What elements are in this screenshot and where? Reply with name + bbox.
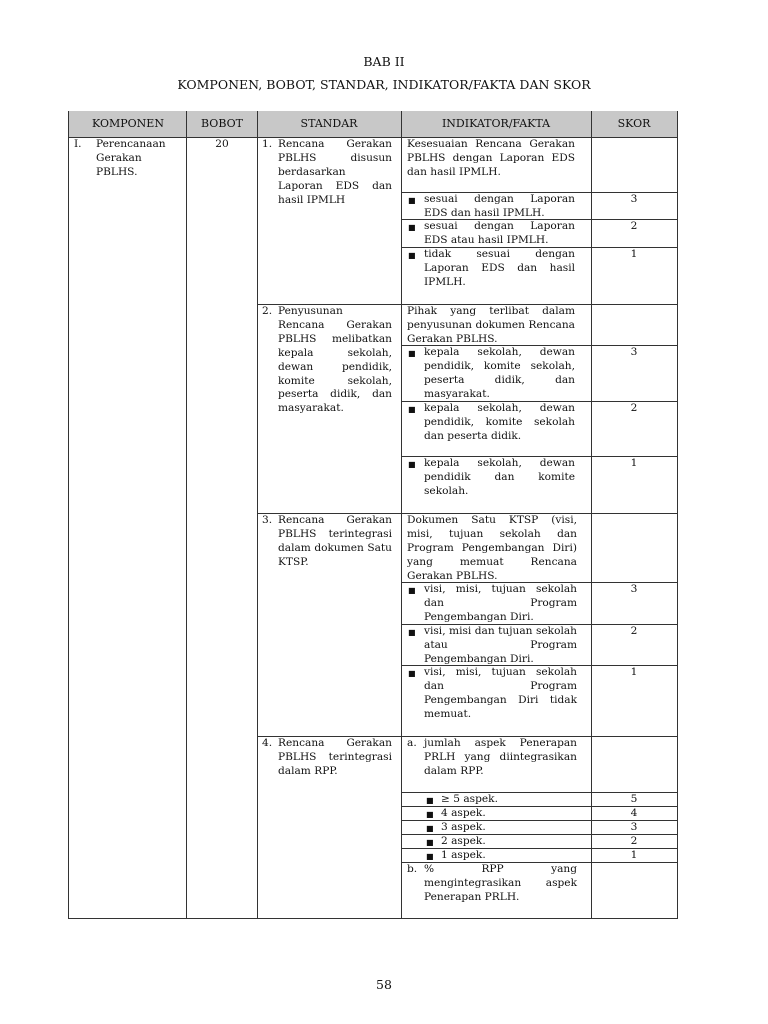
indicator-item: 3 aspek. [441,821,486,833]
sub-text-a: jumlah aspek Penerapan PRLH yang diintegrasikan dalam RPP. [424,737,577,777]
bullet-icon: ■ [408,628,416,637]
indicator-item: visi, misi, tujuan sekolah dan Program Pengembangan Diri. [424,583,577,623]
score-value: 3 [630,346,638,358]
indicator-item: ≥ 5 aspek. [441,793,498,805]
score-value: 1 [630,248,638,260]
score-value: 4 [630,807,638,819]
sub-label-b: b. [407,863,418,875]
bullet-icon: ■ [408,460,416,469]
komponen-number: I. [74,138,82,150]
indicator-item: 2 aspek. [441,835,486,847]
bullet-icon: ■ [408,405,416,414]
score-value: 2 [630,402,638,414]
indicator-item: 1 aspek. [441,849,486,861]
score-value: 3 [630,193,638,205]
bullet-icon: ■ [426,852,434,861]
score-value: 2 [630,220,638,232]
bullet-icon: ■ [426,824,434,833]
indicator-item: kepala sekolah, dewan pendidik, komite sekolah dan peserta didik. [424,402,575,442]
score-value: 1 [630,849,638,861]
bullet-icon: ■ [408,669,416,678]
score-value: 3 [630,821,638,833]
indicator-intro: Pihak yang terlibat dalam penyusunan dokumen Rencana Gerakan PBLHS. [407,305,575,345]
column-divider [401,111,402,919]
standar-text: Rencana Gerakan PBLHS terintegrasi dalam dokumen Satu KTSP. [278,514,392,568]
bullet-icon: ■ [408,196,416,205]
bullet-icon: ■ [426,796,434,805]
bullet-icon: ■ [426,810,434,819]
page-number: 58 [376,977,392,992]
score-value: 2 [630,835,638,847]
chapter-heading: BAB II [363,54,405,69]
indicator-item: kepala sekolah, dewan pendidik dan komite sekolah. [424,457,575,497]
bullet-icon: ■ [408,251,416,260]
score-value: 1 [630,457,638,469]
indicator-item: 4 aspek. [441,807,486,819]
standar-number: 2. [262,305,273,317]
standar-number: 1. [262,138,273,150]
komponen-text: Perencanaan Gerakan PBLHS. [96,138,166,178]
indicator-intro: Kesesuaian Rencana Gerakan PBLHS dengan Laporan EDS dan hasil IPMLH. [407,138,575,178]
indicator-item: tidak sesuai dengan Laporan EDS dan hasil IPMLH. [424,248,575,288]
bullet-icon: ■ [408,223,416,232]
sub-label-a: a. [407,737,417,749]
sub-text-b: % RPP yang mengintegrasikan aspek Penerapan PRLH. [424,863,577,903]
score-value: 2 [630,625,638,637]
header-standar: STANDAR [257,111,401,137]
bullet-icon: ■ [408,349,416,358]
indicator-item: sesuai dengan Laporan EDS atau hasil IPMLH. [424,220,575,246]
header-bobot: BOBOT [187,111,257,137]
bobot-value: 20 [215,138,229,150]
score-value: 1 [630,666,638,678]
indicator-intro: Dokumen Satu KTSP (visi, misi, tujuan sekolah dan Program Pengembangan Diri) yang memuat Rencana Gerakan PBLHS. [407,514,577,582]
standar-number: 4. [262,737,273,749]
standar-number: 3. [262,514,273,526]
indicator-item: kepala sekolah, dewan pendidik, komite sekolah, peserta didik, dan masyarakat. [424,346,575,400]
header-indikator: INDIKATOR/FAKTA [401,111,591,137]
score-value: 5 [630,793,638,805]
standar-text: Rencana Gerakan PBLHS terintegrasi dalam RPP. [278,737,392,777]
standar-text: Penyusunan Rencana Gerakan PBLHS melibatkan kepala sekolah, dewan pendidik, komite sekolah, peserta didik, dan masyarakat. [278,305,392,415]
header-komponen: KOMPONEN [69,111,187,137]
indicator-item: sesuai dengan Laporan EDS dan hasil IPMLH. [424,193,575,219]
bullet-icon: ■ [408,586,416,595]
page-title: KOMPONEN, BOBOT, STANDAR, INDIKATOR/FAKTA DAN SKOR [177,77,591,92]
score-value: 3 [630,583,638,595]
header-skor: SKOR [591,111,677,137]
standar-text: Rencana Gerakan PBLHS disusun berdasarkan Laporan EDS dan hasil IPMLH [278,138,392,206]
indicator-item: visi, misi, tujuan sekolah dan Program Pengembangan Diri tidak memuat. [424,666,577,720]
bullet-icon: ■ [426,838,434,847]
indicator-item: visi, misi dan tujuan sekolah atau Program Pengembangan Diri. [424,625,577,665]
column-divider [257,111,258,919]
column-divider [186,111,187,919]
